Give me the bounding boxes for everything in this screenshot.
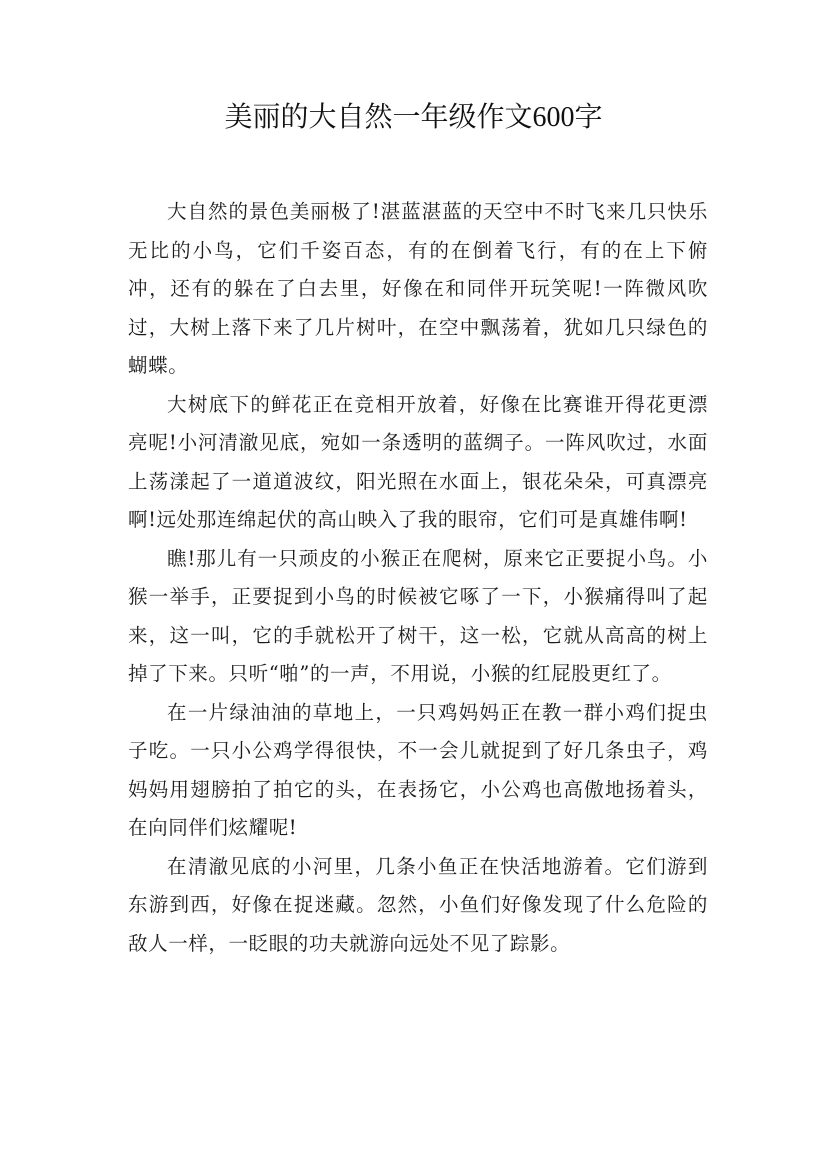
- paragraph-5: 在清澈见底的小河里，几条小鱼正在快活地游着。它们游到东游到西，好像在捉迷藏。忽然，小鱼们好像发现了什么危险的敌人一样，一眨眼的功夫就游向远处不见了踪影。: [128, 854, 708, 955]
- paragraph-2: 大树底下的鲜花正在竞相开放着，好像在比赛谁开得花更漂亮呢!小河清澈见底，宛如一条透明的蓝绸子。一阵风吹过，水面上荡漾起了一道道波纹，阳光照在水面上，银花朵朵，可真漂亮啊!远处那连绵起伏的高山映入了我的眼帘，它们可是真雄伟啊!: [128, 392, 708, 531]
- paragraph-1: 大自然的景色美丽极了!湛蓝湛蓝的天空中不时飞来几只快乐无比的小鸟，它们千姿百态，有的在倒着飞行，有的在上下俯冲，还有的躲在了白去里，好像在和同伴开玩笑呢!一阵微风吹过，大树上落下来了几片树叶，在空中飘荡着，犹如几只绿色的蝴蝶。: [128, 200, 708, 377]
- page-title: 美丽的大自然一年级作文600字: [224, 102, 603, 133]
- paragraph-4: 在一片绿油油的草地上，一只鸡妈妈正在教一群小鸡们捉虫子吃。一只小公鸡学得很快，不一会儿就捉到了好几条虫子，鸡妈妈用翅膀拍了拍它的头，在表扬它，小公鸡也高傲地扬着头，在向同伴们炫耀呢!: [128, 700, 708, 839]
- paragraph-3: 瞧!那儿有一只顽皮的小猴正在爬树，原来它正要捉小鸟。小猴一举手，正要捉到小鸟的时候被它啄了一下，小猴痛得叫了起来，这一叫，它的手就松开了树干，这一松，它就从高高的树上掉了下来。只听“啪”的一声，不用说，小猴的红屁股更红了。: [128, 546, 708, 685]
- essay-body: [128, 193, 708, 963]
